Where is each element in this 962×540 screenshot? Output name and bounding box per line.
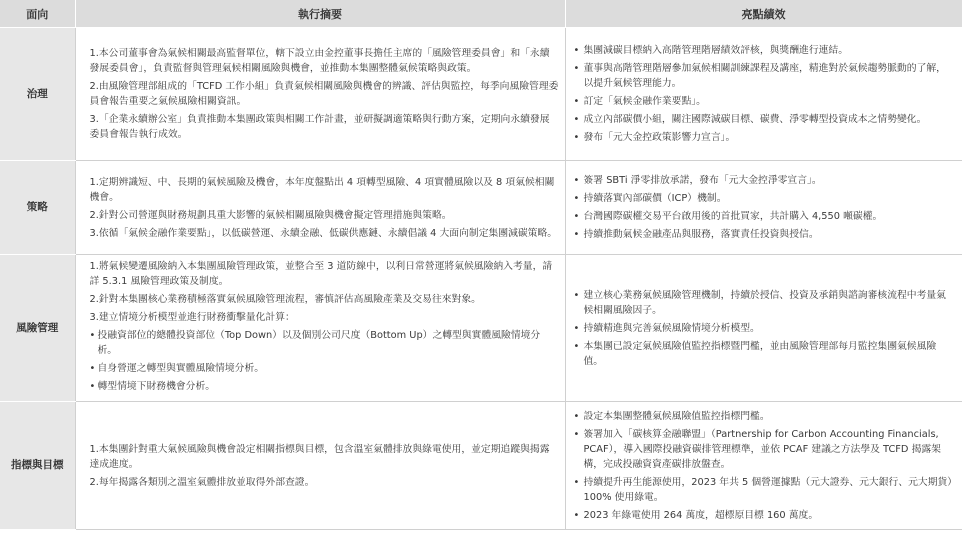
summary-cell-risk-management xyxy=(75,255,565,402)
highlight-item: • 持續落實內部碳價（ICP）機制。 xyxy=(574,191,955,206)
summary-item: 2.由風險管理部組成的「TCFD 工作小組」負責氣候相關風險與機會的辨識、評估與監控，每季向風險管理委員會報告重要之氣候風險相關資訊。 xyxy=(89,81,559,107)
summary-subitem: • 自身營運之轉型與實體風險情境分析。 xyxy=(90,361,559,376)
highlights-cell-risk-management xyxy=(565,255,962,402)
highlight-item: • 集團減碳目標納入高階管理階層績效評核，與獎酬進行連結。 xyxy=(574,43,955,58)
highlight-item: • 簽署加入「碳核算金融聯盟」（Partnership for Carbon Accounting Financials, PCAF），導入國際投融資碳排管理標準，並依 PCAF 建議之方法學及 TCFD 揭露架構，完成投融資資產碳排放盤查。 xyxy=(574,427,955,472)
highlight-item: • 設定本集團整體氣候風險值監控指標門檻。 xyxy=(574,409,955,424)
aspect-strategy: 策略 xyxy=(0,161,75,255)
summary-item: 3.依循「氣候金融作業要點」，以低碳營運、永續金融、低碳供應鏈、永續倡議 4 大面向制定集團減碳策略。 xyxy=(89,227,558,239)
highlight-item: • 2023 年綠電使用 264 萬度，超標原目標 160 萬度。 xyxy=(574,508,955,523)
highlight-item: • 持續推動氣候金融產品與服務，落實責任投資與授信。 xyxy=(574,227,955,242)
summary-item: 2.針對本集團核心業務積極落實氣候風險管理流程，審慎評估高風險產業及交易往來對象。 xyxy=(89,294,481,305)
header-row xyxy=(0,0,962,28)
highlight-item: • 持續精進與完善氣候風險情境分析模型。 xyxy=(574,321,955,336)
header-highlights: 亮點績效 xyxy=(565,0,962,28)
summary-cell-strategy xyxy=(75,161,565,255)
highlights-cell-governance xyxy=(565,28,962,161)
highlight-item: • 本集團已設定氣候風險值監控指標暨門檻，並由風險管理部每月監控集團氣候風險值。 xyxy=(574,339,955,369)
aspect-risk-management: 風險管理 xyxy=(0,255,75,402)
table-row-risk-management xyxy=(0,255,962,402)
table-row-strategy xyxy=(0,161,962,255)
highlight-item: • 台灣國際碳權交易平台啟用後的首批買家，共計購入 4,550 噸碳權。 xyxy=(574,209,955,224)
highlight-item: • 成立內部碳價小組，關注國際減碳目標、碳費、淨零轉型投資成本之情勢變化。 xyxy=(574,112,955,127)
summary-subitem: • 轉型情境下財務機會分析。 xyxy=(90,379,559,394)
header-summary: 執行摘要 xyxy=(75,0,565,28)
highlights-cell-metrics-targets xyxy=(565,402,962,530)
highlight-item: • 發布「元大金控政策影響力宣言」。 xyxy=(574,130,955,145)
highlight-item: • 簽署 SBTi 淨零排放承諾，發布「元大金控淨零宣言」。 xyxy=(574,173,955,188)
highlights-cell-strategy xyxy=(565,161,962,255)
summary-item: 1.將氣候變遷風險納入本集團風險管理政策，並整合至 3 道防線中，以利日常營運將氣候風險納入考量，請詳 5.3.1 風險管理政策及制度。 xyxy=(89,261,553,287)
summary-item: 3.「企業永續辦公室」負責推動本集團政策與相關工作計畫，並研擬調適策略與行動方案，定期向永續發展委員會報告執行成效。 xyxy=(89,114,550,140)
summary-item: 1.本公司董事會為氣候相關最高監督單位，轄下設立由金控董事長擔任主席的「風險管理委員會」和「永續發展委員會」，負責監督與管理氣候相關風險與機會，並推動本集團整體氣候策略與政策。 xyxy=(89,48,550,74)
table-row-governance xyxy=(0,28,962,161)
table-row-metrics-targets xyxy=(0,402,962,530)
header-aspect: 面向 xyxy=(0,0,75,28)
highlight-item: • 訂定「氣候金融作業要點」。 xyxy=(574,94,955,109)
highlight-item: • 建立核心業務氣候風險管理機制，持續於授信、投資及承銷與諮詢審核流程中考量氣候相關風險因子。 xyxy=(574,288,955,318)
summary-item: 1.定期辨識短、中、長期的氣候風險及機會，本年度盤點出 4 項轉型風險、4 項實體風險以及 8 項氣候相關機會。 xyxy=(89,176,555,203)
summary-item: 2.針對公司營運與財務規劃具重大影響的氣候相關風險與機會擬定管理措施與策略。 xyxy=(89,209,452,221)
summary-item: 3.建立情境分析模型並進行財務衝擊量化計算： xyxy=(89,312,295,323)
highlight-item: • 持續提升再生能源使用，2023 年共 5 個營運據點（元大證券、元大銀行、元大期貨）100% 使用綠電。 xyxy=(574,475,955,505)
aspect-governance: 治理 xyxy=(0,28,75,161)
aspect-metrics-targets: 指標與目標 xyxy=(0,402,75,530)
highlight-item: • 董事與高階管理階層參加氣候相關訓練課程及講座，精進對於氣候趨勢脈動的了解，以提升氣候管理能力。 xyxy=(574,61,955,91)
summary-cell-metrics-targets xyxy=(75,402,565,530)
summary-cell-governance xyxy=(75,28,565,161)
summary-item: 2.每年揭露各類別之溫室氣體排放並取得外部查證。 xyxy=(89,476,315,488)
summary-subitem: • 投融資部位的總體投資部位（Top Down）以及個別公司尺度（Bottom Up）之轉型與實體風險情境分析。 xyxy=(90,328,559,358)
summary-item: 1.本集團針對重大氣候風險與機會設定相關指標與目標，包含溫室氣體排放與綠電使用，並定期追蹤與揭露達成進度。 xyxy=(89,443,550,470)
